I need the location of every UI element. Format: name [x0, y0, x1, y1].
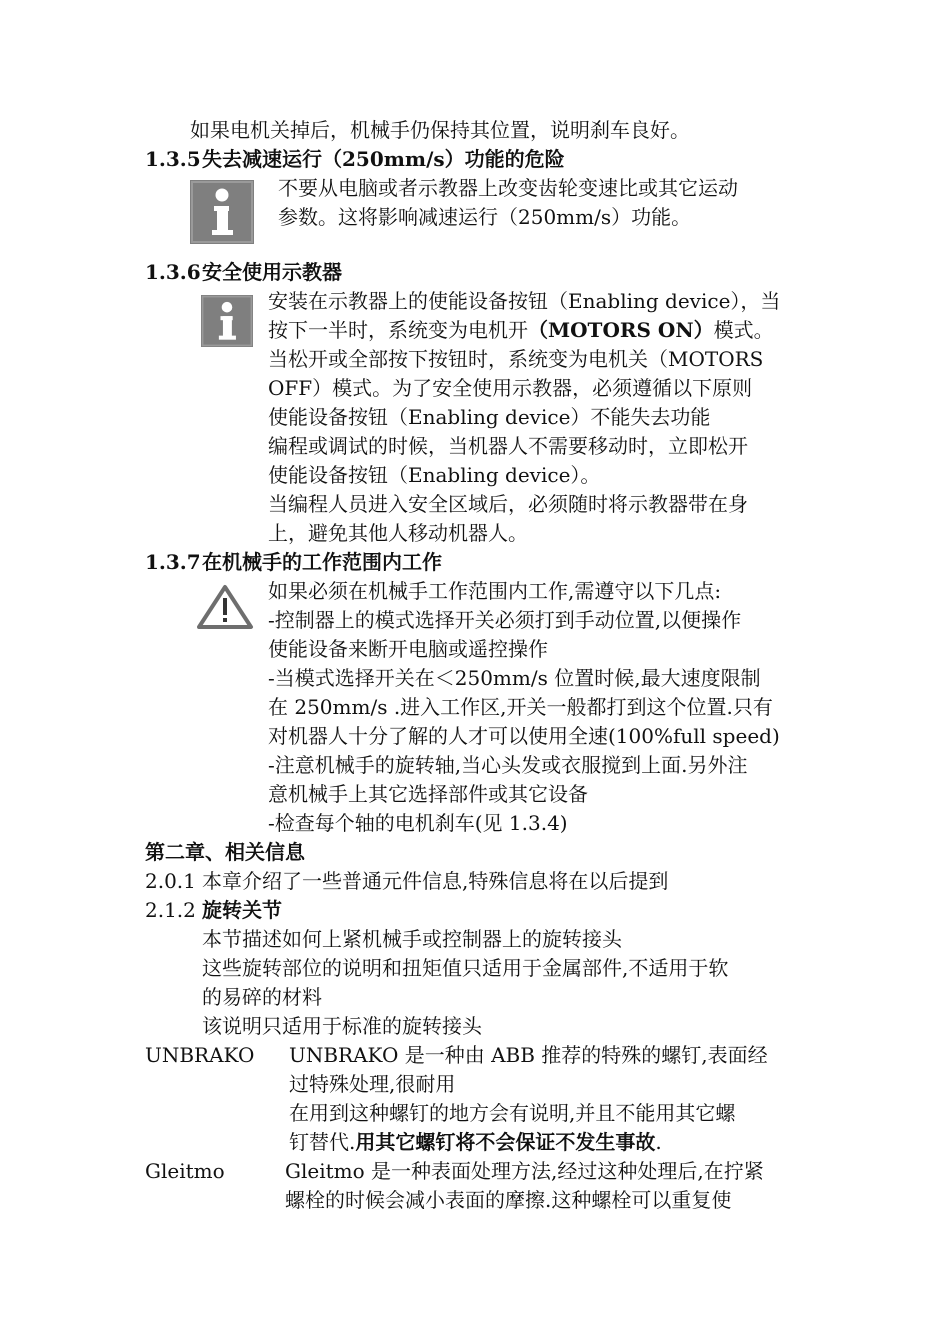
section-1-3-6-line-3: 当松开或全部按下按钮时，系统变为电机关（MOTORS [268, 347, 764, 371]
section-2-1-2-line-4: 该说明只适用于标准的旋转接头 [202, 1014, 482, 1038]
chapter-2-title: 第二章、相关信息 [145, 840, 305, 864]
info-icon [190, 180, 254, 244]
section-text: 本章介绍了一些普通元件信息,特殊信息将在以后提到 [202, 869, 669, 893]
section-title: 旋转关节 [202, 898, 282, 922]
gleitmo-line-2: 螺栓的时候会减小表面的摩擦.这种螺栓可以重复使 [285, 1188, 732, 1212]
section-1-3-7-line-1: 如果必须在机械手工作范围内工作,需遵守以下几点: [268, 579, 722, 603]
text-segment: 模式。 [713, 318, 774, 342]
section-1-3-5-heading [145, 145, 565, 174]
section-number: 1.3.6 [145, 260, 201, 284]
info-icon [201, 295, 253, 347]
section-1-3-6-line-9: 上，避免其他人移动机器人。 [268, 521, 528, 545]
unbrako-line-2: 过特殊处理,很耐用 [289, 1072, 456, 1096]
section-2-1-2-line-2: 这些旋转部位的说明和扭矩值只适用于金属部件,不适用于软 [202, 956, 729, 980]
section-number: 1.3.5 [145, 147, 201, 171]
section-1-3-6-line-6: 编程或调试的时候，当机器人不需要移动时，立即松开 [268, 434, 748, 458]
motors-on-label: （MOTORS ON） [528, 318, 714, 342]
section-title: 失去减速运行（250mm/s）功能的危险 [202, 147, 565, 171]
warning-triangle-icon [196, 584, 254, 630]
section-1-3-7-line-7: -注意机械手的旋转轴,当心头发或衣服搅到上面.另外注 [268, 753, 748, 777]
accident-warning-text: 用其它螺钉将不会保证不发生事故 [355, 1130, 656, 1154]
section-1-3-7-line-4: -当模式选择开关在＜250mm/s 位置时候,最大速度限制 [268, 666, 761, 690]
section-1-3-7-line-3: 使能设备来断开电脑或遥控操作 [268, 637, 548, 661]
section-1-3-5-line-2: 参数。这将影响减速运行（250mm/s）功能。 [278, 205, 692, 229]
section-1-3-7-line-8: 意机械手上其它选择部件或其它设备 [268, 782, 588, 806]
section-1-3-6-line-8: 当编程人员进入安全区域后，必须随时将示教器带在身 [268, 492, 748, 516]
section-1-3-7-line-5: 在 250mm/s .进入工作区,开关一般都打到这个位置.只有 [268, 695, 773, 719]
section-1-3-7-line-9: -检查每个轴的电机刹车(见 1.3.4) [268, 811, 568, 835]
section-number: 1.3.7 [145, 550, 201, 574]
section-2-1-2-line-3: 的易碎的材料 [202, 985, 322, 1009]
section-title: 在机械手的工作范围内工作 [202, 550, 442, 574]
section-1-3-7-line-6: 对机器人十分了解的人才可以使用全速(100%full speed) [268, 724, 780, 748]
section-1-3-5-line-1: 不要从电脑或者示教器上改变齿轮变速比或其它运动 [278, 176, 738, 200]
section-number: 2.0.1 [145, 869, 196, 893]
section-title: 安全使用示教器 [202, 260, 342, 284]
section-1-3-6-line-1: 安装在示教器上的使能设备按钮（Enabling device），当 [268, 289, 781, 313]
section-1-3-6-line-4: OFF）模式。为了安全使用示教器，必须遵循以下原则 [268, 376, 753, 400]
section-1-3-6-line-5: 使能设备按钮（Enabling device）不能失去功能 [268, 405, 711, 429]
section-1-3-6-line-7: 使能设备按钮（Enabling device）。 [268, 463, 601, 487]
section-number: 2.1.2 [145, 898, 196, 922]
section-1-3-7-heading [145, 548, 442, 577]
section-2-1-2-heading [145, 896, 282, 925]
section-1-3-6-line-2 [268, 316, 774, 345]
text-segment: 钉替代. [289, 1130, 356, 1154]
text-segment: . [655, 1130, 662, 1154]
text-segment: 按下一半时，系统变为电机开 [268, 318, 528, 342]
section-1-3-7-line-2: -控制器上的模式选择开关必须打到手动位置,以便操作 [268, 608, 742, 632]
unbrako-line-4 [289, 1128, 662, 1157]
unbrako-line-1: UNBRAKO 是一种由 ABB 推荐的特殊的螺钉,表面经 [289, 1043, 768, 1067]
section-1-3-4-tail: 如果电机关掉后，机械手仍保持其位置，说明刹车良好。 [190, 118, 690, 142]
section-2-1-2-line-1: 本节描述如何上紧机械手或控制器上的旋转接头 [202, 927, 622, 951]
gleitmo-line-1: Gleitmo 是一种表面处理方法,经过这种处理后,在拧紧 [285, 1159, 764, 1183]
term-unbrako: UNBRAKO [145, 1043, 255, 1067]
section-1-3-6-heading [145, 258, 342, 287]
term-gleitmo: Gleitmo [145, 1159, 225, 1183]
section-2-0-1 [145, 867, 668, 896]
unbrako-line-3: 在用到这种螺钉的地方会有说明,并且不能用其它螺 [289, 1101, 736, 1125]
